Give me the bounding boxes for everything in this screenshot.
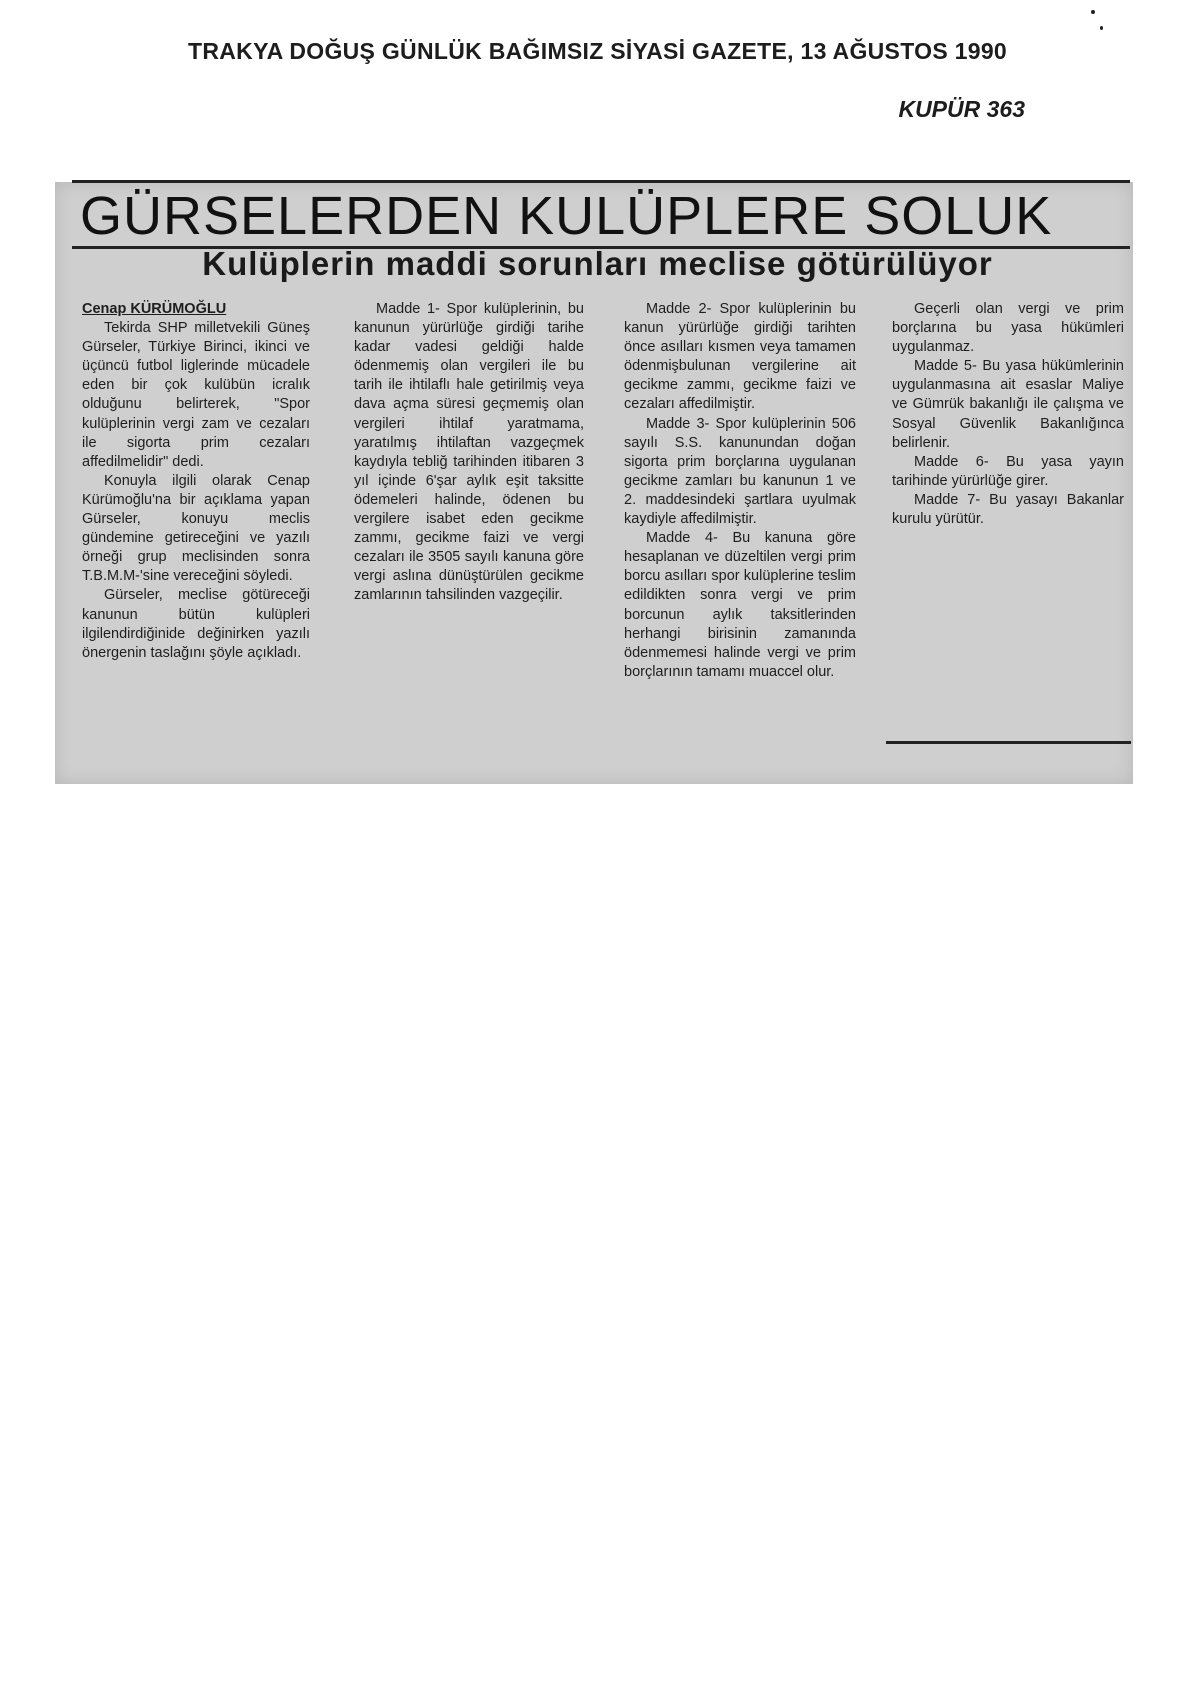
newspaper-source-line: TRAKYA DOĞUŞ GÜNLÜK BAĞIMSIZ SİYASİ GAZETE, 13 AĞUSTOS 1990 xyxy=(187,38,1008,64)
headline-top-rule xyxy=(72,180,1130,183)
column-paragraph: Konuyla ilgili olarak Cenap Kürümoğlu'na bir açıklama yapan Gürseler, konuyu meclis gündemine getireceğini ve yazılı örneği grup meclisinden sonra T.B.M.M-'sine vereceğini söyledi. xyxy=(82,472,310,585)
column-paragraph: Geçerli olan vergi ve prim borçlarına bu yasa hükümleri uygulanmaz. xyxy=(892,301,1124,356)
column-paragraph: Madde 2- Spor kulüplerinin bu kanun yürürlüğe girdiği tarihten önce asılları kısmen veya tamamen ödenmişbulunan vergilerine ait gecikme zammı, gecikme faizi ve cezaları affedilmiştir. xyxy=(624,301,856,413)
article-headline: GÜRSELERDEN KULÜPLERE SOLUK xyxy=(80,186,1053,246)
ink-speck xyxy=(1100,26,1103,30)
column-paragraph: Madde 6- Bu yasa yayın tarihinde yürürlüğe girer. xyxy=(892,453,1124,489)
article-byline: Cenap KÜRÜMOĞLU xyxy=(82,301,227,317)
column-paragraph: Madde 1- Spor kulüplerinin, bu kanunun yürürlüğe girdiği tarihe kadar vadesi geldiği halde ödenmemiş olan vergileri ile bu tarih ile ihtilaflı hale getirilmiş veya dava açma süresi geçmemiş olan vergileri ihtilaf yaratmama, yaratılmış ihtilaftan vazgeçmek kaydıyla tebliğ tarihinden itibaren 3 yıl içinde 6'şar aylık eşit taksitte ödemeleri halinde, ödenen bu vergilere isabet eden gecikme zammı, gecikme faizi ve vergi cezaları ile 3505 sayılı kanuna göre vergi aslına dünüştürülen gecikme zamlarının tahsilinden vazgeçilir. xyxy=(354,301,584,604)
clipping-number: KUPÜR 363 xyxy=(898,96,1025,122)
column-paragraph: Tekirda SHP milletvekili Güneş Gürseler, Türkiye Birinci, ikinci ve üçüncü futbol liglerinde mücadele eden bir çok kulübün icralık olduğunu belirterek, "Spor kulüplerinin vergi zam ve cezaları ile sigorta prim cezaları affedilmelidir" dedi. xyxy=(82,320,310,470)
column-paragraph: Madde 3- Spor kulüplerinin 506 sayılı S.S. kanunundan doğan sigorta prim borçlarına uygulanan gecikme zamları bu kanunun 1 ve 2. maddesindeki şartlara uyulmak kaydiyle affedilmiştir. xyxy=(624,415,856,528)
article-column-1 xyxy=(82,300,310,663)
article-column-2 xyxy=(354,300,584,606)
column-paragraph: Madde 5- Bu yasa hükümlerinin uygulanmasına ait esaslar Maliye ve Gümrük bakanlığı ile çalışma ve Sosyal Güvenlik Bakanlığınca belirlenir. xyxy=(892,358,1124,451)
column-paragraph: Madde 4- Bu kanuna göre hesaplanan ve düzeltilen vergi prim borcu asılları spor kulüplerine teslim edildikten sonra vergi ve prim borcunun aylık taksitlerinden herhangi birisinin zamanında ödenmemesi halinde vergi ve prim borçlarının tamamı muaccel olur. xyxy=(624,530,856,680)
article-column-3 xyxy=(624,300,856,682)
column-paragraph: Gürseler, meclise götüreceği kanunun bütün kulüpleri ilgilendirdiğinide değinirken yazılı önergenin taslağını şöyle açıkladı. xyxy=(82,587,310,661)
article-column-4 xyxy=(892,300,1124,529)
article-end-rule xyxy=(886,741,1131,744)
article-subheadline: Kulüplerin maddi sorunları meclise götürülüyor xyxy=(202,245,993,282)
column-paragraph: Madde 7- Bu yasayı Bakanlar kurulu yürütür. xyxy=(892,491,1124,528)
ink-speck xyxy=(1091,10,1095,14)
